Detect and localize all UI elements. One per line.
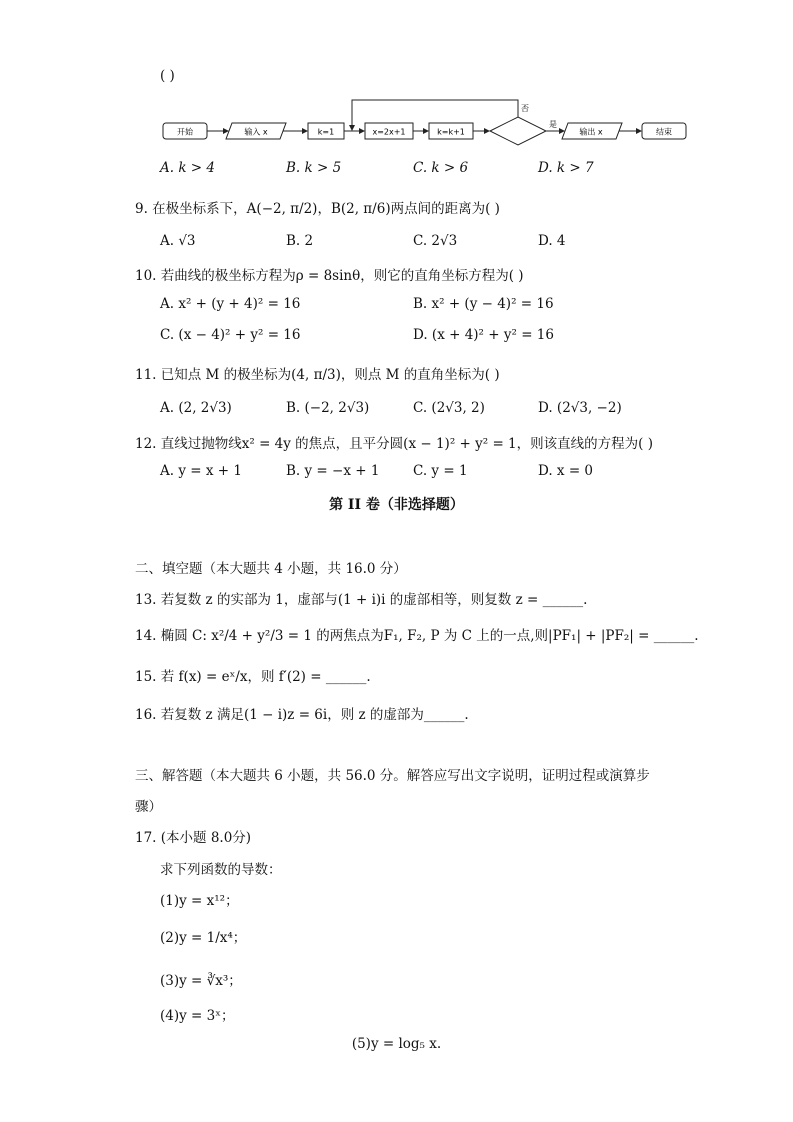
q11-option-c: C. (2√3, 2) [413, 400, 485, 416]
q13-text: 13. 若复数 z 的实部为 1，虚部与(1 + i)i 的虚部相等，则复数 z = ______. [135, 592, 588, 608]
q9-option-a: A. √3 [160, 233, 196, 249]
q8-flowchart [160, 96, 690, 152]
flow-start-label: 开始 [177, 127, 193, 137]
q11-option-b: B. (−2, 2√3) [286, 400, 370, 416]
q17-prompt: 求下列函数的导数： [160, 862, 282, 878]
flow-input-label: 输入 x [244, 127, 268, 137]
flow-yes-label: 是 [549, 120, 557, 129]
flow-output-label: 输出 x [579, 127, 603, 137]
q17-item-1: (1)y = x¹²； [160, 893, 239, 909]
q8-option-d: D. k > 7 [538, 160, 594, 176]
q8-paren: ( ) [160, 68, 175, 84]
fill-header: 二、填空题（本大题共 4 小题，共 16.0 分） [135, 561, 407, 577]
flowchart-svg [160, 96, 690, 152]
q10-option-a: A. x² + (y + 4)² = 16 [160, 296, 301, 312]
q10-option-c: C. (x − 4)² + y² = 16 [160, 327, 301, 343]
flow-step-label: x=2x+1 [372, 127, 406, 137]
flow-decision [490, 117, 546, 145]
q11-option-a: A. (2, 2√3) [160, 400, 232, 416]
flow-no-label: 否 [521, 104, 529, 113]
q9-text: 9. 在极坐标系下，A(−2, π/2)，B(2, π/6)两点间的距离为( ) [135, 201, 500, 217]
solve-header-line1: 三、解答题（本大题共 6 小题，共 56.0 分。解答应写出文字说明，证明过程或演算步 [135, 768, 650, 784]
q17-item-5: (5)y = log₅ x. [351, 1036, 442, 1052]
q15-text: 15. 若 f(x) = eˣ/x，则 f′(2) = ______. [135, 669, 371, 685]
q14-text: 14. 椭圆 C: x²/4 + y²/3 = 1 的两焦点为F₁, F₂, P 为 C 上的一点,则|PF₁| + |PF₂| = ______. [135, 628, 699, 644]
q10-option-d: D. (x + 4)² + y² = 16 [413, 327, 554, 343]
flow-init-label: k=1 [317, 127, 335, 137]
q9-option-c: C. 2√3 [413, 233, 458, 249]
q17-item-3: (3)y = ∛x³； [160, 973, 242, 989]
q8-option-b: B. k > 5 [286, 160, 342, 176]
section2-title: 第 II 卷（非选择题） [329, 497, 464, 513]
q10-text: 10. 若曲线的极坐标方程为ρ = 8sinθ，则它的直角坐标方程为( ) [135, 268, 524, 284]
q12-option-b: B. y = −x + 1 [286, 463, 380, 479]
q16-text: 16. 若复数 z 满足(1 − i)z = 6i，则 z 的虚部为______. [135, 707, 469, 723]
q12-option-a: A. y = x + 1 [160, 463, 242, 479]
q9-option-d: D. 4 [538, 233, 566, 249]
q12-text: 12. 直线过抛物线x² = 4y 的焦点，且平分圆(x − 1)² + y² = 1，则该直线的方程为( ) [135, 436, 653, 452]
flow-end-label: 结束 [656, 127, 672, 137]
q9-option-b: B. 2 [286, 233, 314, 249]
q11-text: 11. 已知点 M 的极坐标为(4, π/3)，则点 M 的直角坐标为( ) [135, 367, 500, 383]
q10-option-b: B. x² + (y − 4)² = 16 [413, 296, 554, 312]
q8-option-a: A. k > 4 [160, 160, 215, 176]
q8-option-c: C. k > 6 [413, 160, 469, 176]
solve-header-line2: 骤） [135, 799, 162, 815]
q17-item-2: (2)y = 1/x⁴； [160, 930, 247, 946]
q17-text: 17. (本小题 8.0分) [135, 830, 252, 846]
flow-inc-label: k=k+1 [437, 127, 465, 137]
q11-option-d: D. (2√3, −2) [538, 400, 622, 416]
q12-option-c: C. y = 1 [413, 463, 468, 479]
q17-item-4: (4)y = 3ˣ； [160, 1008, 235, 1024]
q12-option-d: D. x = 0 [538, 463, 594, 479]
